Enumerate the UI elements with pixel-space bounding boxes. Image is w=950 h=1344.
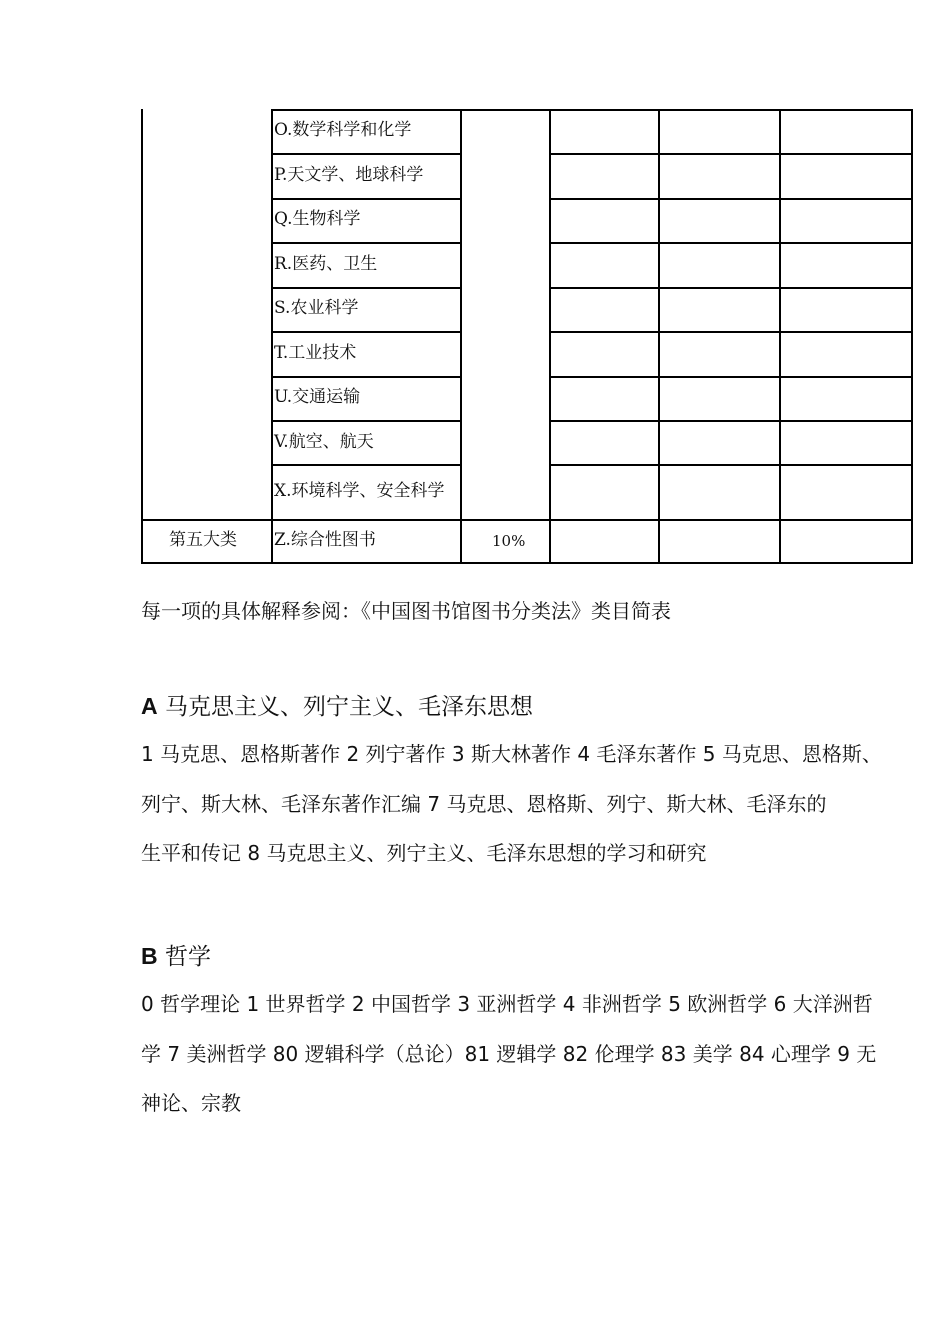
table-border-bottom: [141, 562, 913, 564]
table-row-line: [550, 242, 913, 244]
table-divider-col3: [549, 109, 551, 564]
table-cell-item: U.交通运输: [274, 387, 361, 407]
section-line: 列宁、斯大林、毛泽东著作汇编 7 马克思、恩格斯、列宁、斯大林、毛泽东的: [141, 792, 827, 816]
section-heading: [141, 945, 211, 969]
section-line: 生平和传记 8 马克思主义、列宁主义、毛泽东思想的学习和研究: [141, 841, 707, 865]
table-border-left: [141, 109, 143, 564]
section-line: 学 7 美洲哲学 80 逻辑科学（总论）81 逻辑学 82 伦理学 83 美学 84 心理学 9 无: [141, 1042, 877, 1066]
section-line: 0 哲学理论 1 世界哲学 2 中国哲学 3 亚洲哲学 4 非洲哲学 5 欧洲哲学 6 大洋洲哲: [141, 992, 873, 1016]
table-row-line: [550, 376, 913, 378]
table-cell-item: P.天文学、地球科学: [274, 165, 424, 185]
table-row-line: [141, 519, 913, 521]
reference-note: 每一项的具体解释参阅：《中国图书馆图书分类法》类目简表: [141, 599, 671, 623]
section-letter: B: [141, 943, 158, 969]
table-cell-item: Z.综合性图书: [274, 530, 376, 550]
section-title: 哲学: [164, 944, 211, 970]
table-row-line: [550, 331, 913, 333]
table-divider-col2: [460, 109, 462, 564]
table-row-line: [272, 198, 461, 200]
classification-table: [141, 109, 913, 564]
table-divider-col4: [658, 109, 660, 564]
table-row-line: [272, 287, 461, 289]
table-row-line: [272, 376, 461, 378]
table-row-line: [550, 153, 913, 155]
table-row-line: [550, 464, 913, 466]
table-cell-item: O.数学科学和化学: [274, 120, 412, 140]
section-title: 马克思主义、列宁主义、毛泽东思想: [164, 694, 533, 720]
section-line: 1 马克思、恩格斯著作 2 列宁著作 3 斯大林著作 4 毛泽东著作 5 马克思、恩格斯、: [141, 742, 882, 766]
table-border-top: [272, 109, 913, 111]
table-row-line: [550, 420, 913, 422]
section-letter: A: [141, 693, 158, 719]
table-row-line: [272, 420, 461, 422]
table-cell-item: S.农业科学: [274, 298, 359, 318]
table-row-line: [272, 242, 461, 244]
table-cell-category: 第五大类: [169, 530, 237, 550]
table-row-line: [272, 331, 461, 333]
table-cell-item: V.航空、航天: [274, 432, 374, 452]
table-cell-item: R.医药、卫生: [274, 254, 378, 274]
table-cell-item: T.工业技术: [274, 343, 357, 363]
table-divider-col5: [779, 109, 781, 564]
section-heading: [141, 695, 533, 719]
table-row-line: [272, 464, 461, 466]
table-cell-share: 10%: [492, 532, 526, 550]
table-cell-item: Q.生物科学: [274, 209, 361, 229]
table-row-line: [272, 153, 461, 155]
table-row-line: [550, 198, 913, 200]
table-border-right: [911, 109, 913, 564]
table-cell-item: X.环境科学、安全科学: [274, 481, 445, 501]
table-row-line: [550, 287, 913, 289]
section-line: 神论、宗教: [141, 1091, 241, 1115]
table-divider-col1: [271, 109, 273, 564]
